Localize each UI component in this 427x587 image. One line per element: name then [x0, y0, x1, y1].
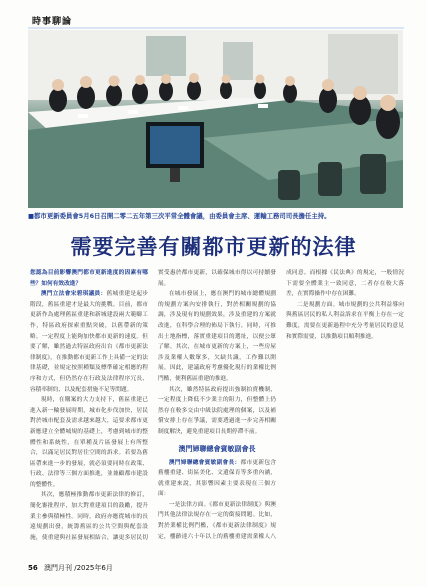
- section-subheading: 澳門婦聯總會賓敏副會長: [178, 444, 256, 453]
- body-paragraph: 其次，雖然特區政府提出強制拍賣機制，一定程度上降低不少業主的阻力，但整體上仍然存在較多交由中級法院處理的個案，以及補償安排上存在爭議，需要透過進一步完善相關制度解決，避免重建項目長期停滯不前。: [158, 386, 276, 435]
- divider: [28, 27, 404, 29]
- meeting-photo-illustration: [28, 30, 403, 208]
- lead-question: 您認為目前影響澳門都市更新進度的因素有哪些？如何有效改進？: [30, 270, 148, 287]
- publication-name: 澳門月刊 /2025年6月: [43, 564, 113, 572]
- article-headline: 需要完善有關都市更新的法律: [70, 234, 357, 259]
- page-footer: [28, 563, 113, 573]
- body-paragraph: 澳門婦聯總會賓敏副會長：都市更新包含舊樓重建、街區美化、文遺保育等多重內涵，就重建來說，其影響因素主要表現在三個方面：: [158, 459, 277, 498]
- body-paragraph: 澳門立法會宋碧琪議員：舊城重建是起步階段，舊區重建才是最大的挑戰。目前，都市更新作為處理舊區重建和新城建設兩大範疇工作，特區政府探索重點突破，以舊帶新的策略。一定程度上能夠加快都市更新的速度。但要了解，雖然過去特區政府出台《都市更新法律制度》，在推動都市更新工作上具備一定的法律基礎，並規定按照種類及標準確定相應的程序和方式，但仍然存在行政及法律程序冗長、容積率制約、以及配套措施不足等問題。: [30, 291, 149, 393]
- article-body: [30, 268, 404, 548]
- photo-caption: ■都市更新委員會5月6日召開二零二五年第三次平常全體會議，由委員會主席、運輸工務司司長擔任主持。: [28, 212, 331, 220]
- meeting-photo: [28, 30, 403, 208]
- section-tag: 時事聊論: [32, 17, 73, 27]
- body-paragraph: 現時，在購案的大力支持下，舊區重建已進入新一輪發展時期，城市化步伐加快，居民對於城市配套及需求越來越大，這要求都市更新應建立全體城規的基礎上，考慮到城市的整體性和系統性，在單種及片區發展上有所整合，以滿足居民對居住空間的訴求。若要為舊區帶來進一步的發展，就必須要同時在政策、行政、法律等三個方面推進，並兼顧都市建設的整體性。: [30, 397, 148, 488]
- body-paragraph: 二是規劃方面。城市規劃的公共利益導向與舊區居民的私人利益訴求在平衡上存在一定難度，需要在更新過程中充分考量居民的意見和實際需要，以推動項目順利推進。: [286, 301, 404, 340]
- body-paragraph: 其次，應積極推動都市更新法律的修訂，簡化審批程序，加大對重建項目的鼓勵，提升業主參與積極性。同時，政府亦應從城市的長遠規劃出發，統籌舊區的公共空間與配套設施，使重建與社區發展相結合，讓更多居民切實受惠於都市更新，以確保城市得以可持續發展。: [30, 270, 276, 541]
- body-paragraph: 在城市發展上，應在澳門的城市總體規劃的規劃方案內安排執行，對於相關規劃的協調，涉及現有的規劃效果，涉及重建的方案就改進，在科學合理的佈局下執行。同時，可推出土地指標，落實重建項目的選址，以便公眾了解。其次，在城市更新的方案上，一些房屋涉及業權人數眾多，欠缺共識，工作難以開展。因此，建議政府考慮優化現行的業權比例門檻，便利舊區重建的推進。: [158, 291, 276, 382]
- body-paragraph: 一是法律方面。《都市更新法律制度》與澳門其他法律法規存在一定的銜接問題。比如，對於業權比例門檻，《都市更新法律制度》規定，樓齡達六十年以上的舊樓重建需業權人八成同意。而根據《民法典》的規定，一般情況下需要全體業主一致同意，二者存在較大落差，在實際操作中存在困難。: [158, 270, 404, 540]
- page-number: 56: [28, 564, 38, 572]
